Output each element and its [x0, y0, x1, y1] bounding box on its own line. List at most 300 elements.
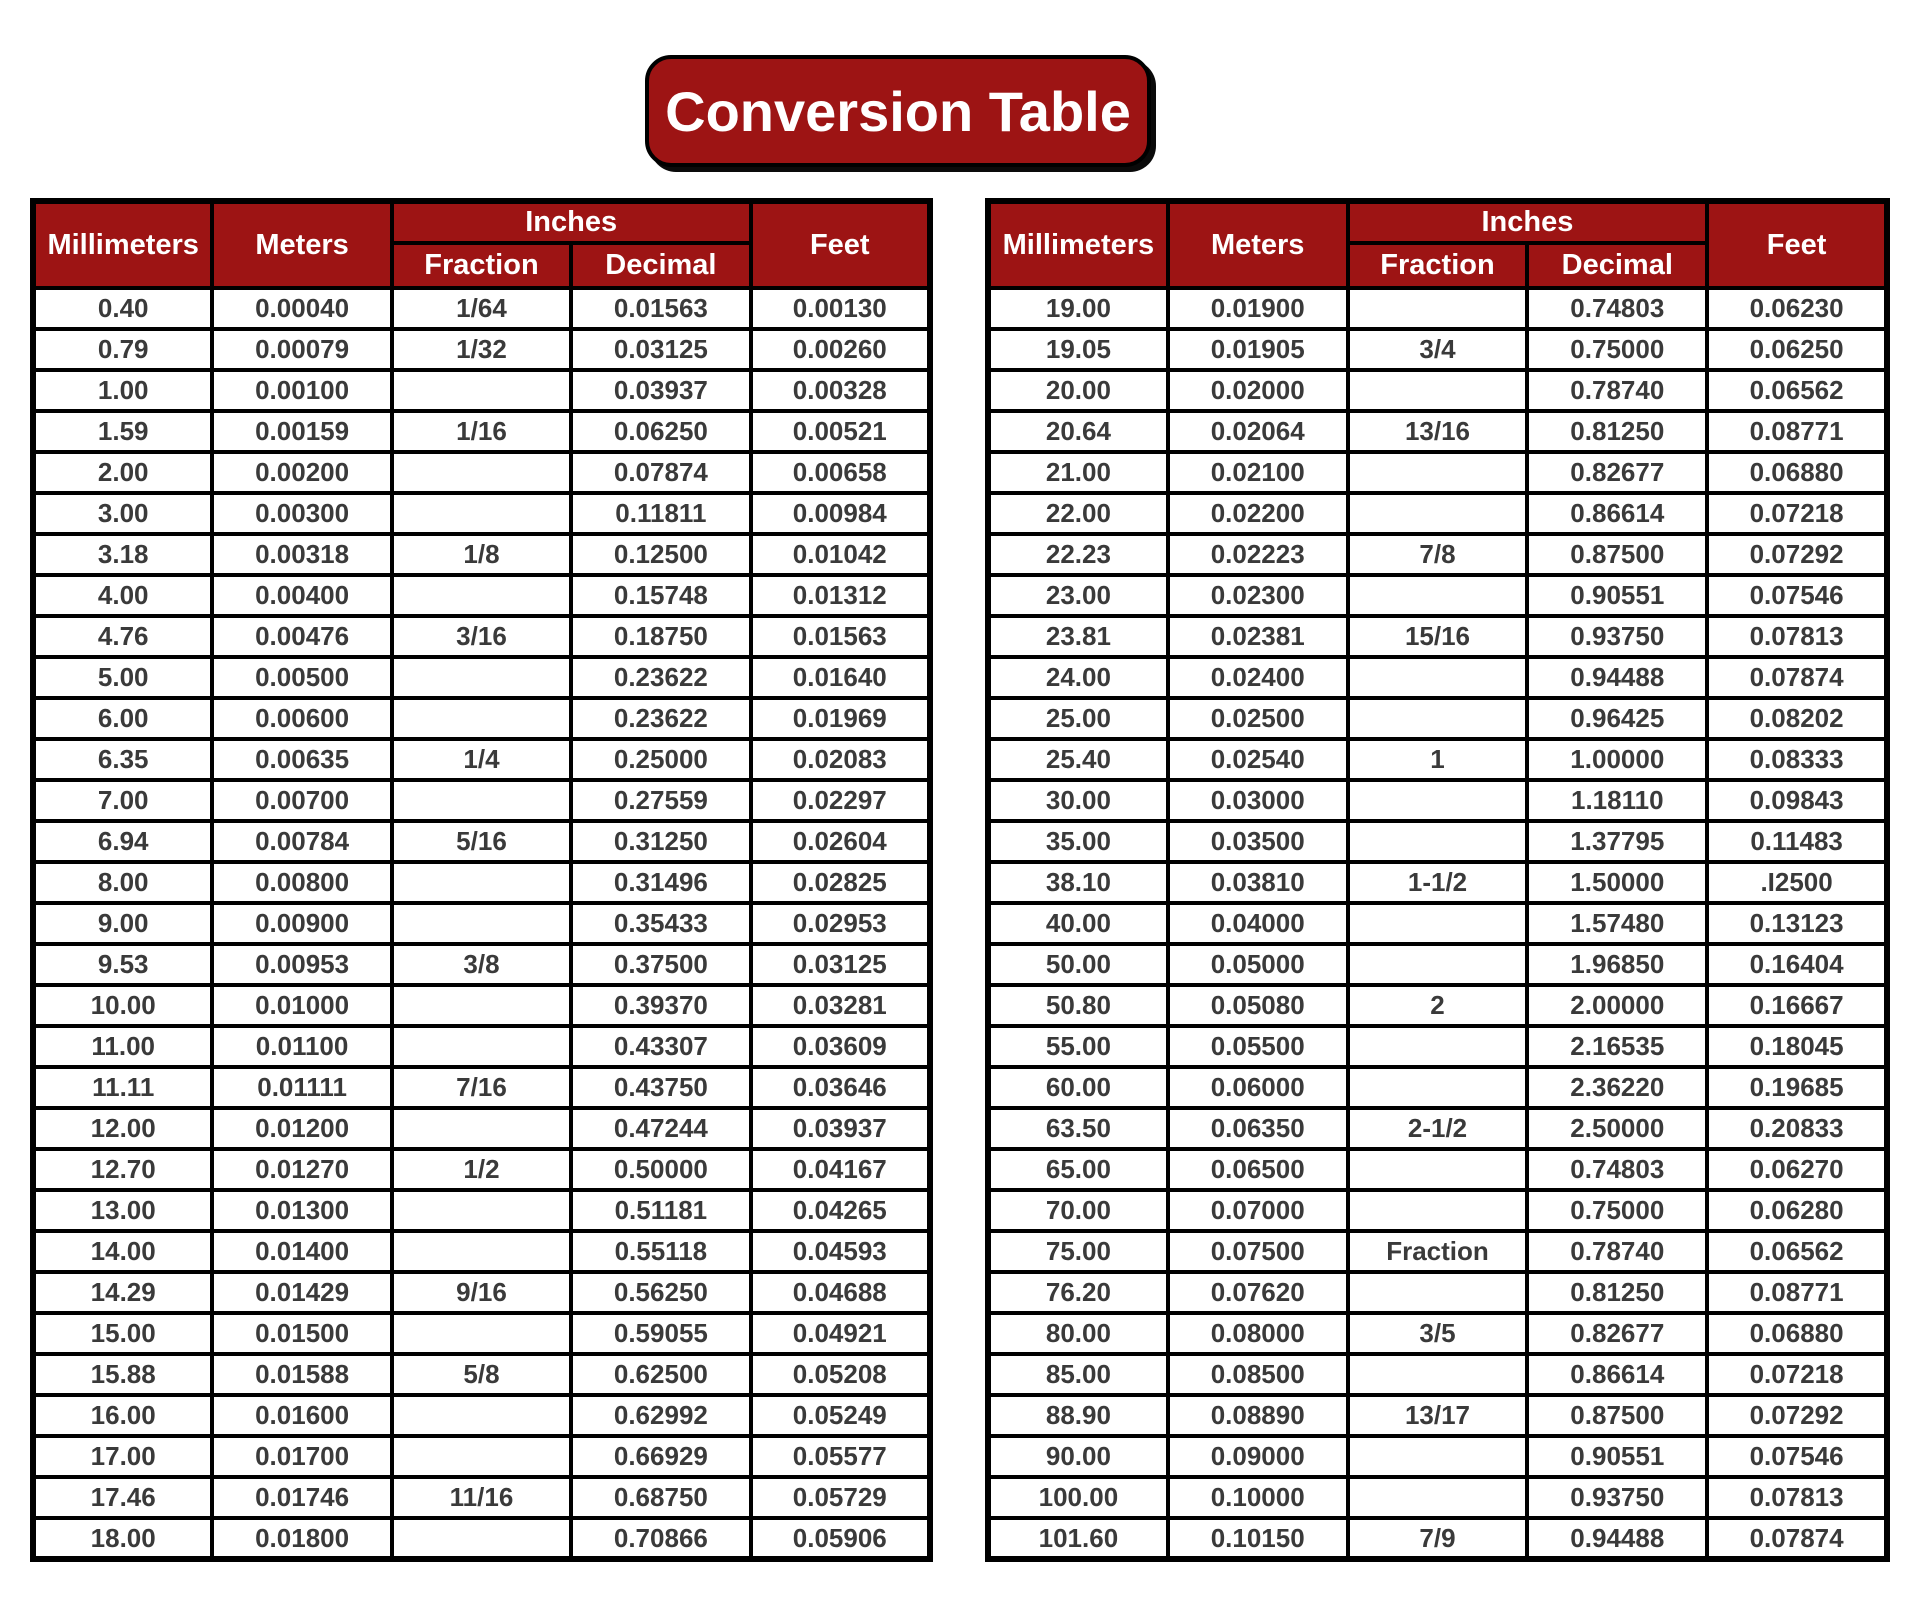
cell-meters: 0.00300: [212, 493, 391, 534]
cell-millimeters: 9.00: [33, 903, 212, 944]
cell-meters: 0.02381: [1168, 616, 1348, 657]
cell-feet: 0.06280: [1707, 1190, 1887, 1231]
table-row: [33, 862, 930, 903]
conversion-table-right: [985, 198, 1890, 1562]
table-row: [33, 1149, 930, 1190]
cell-feet: 0.02825: [751, 862, 930, 903]
header-feet: Feet: [1707, 201, 1887, 288]
cell-millimeters: 22.23: [988, 534, 1168, 575]
table-row: [988, 1231, 1887, 1272]
table-row: [988, 411, 1887, 452]
cell-feet: 0.07874: [1707, 657, 1887, 698]
cell-feet: 0.07292: [1707, 1395, 1887, 1436]
cell-fraction-inches: [1348, 657, 1528, 698]
table-row: [988, 1149, 1887, 1190]
table-row: [33, 1190, 930, 1231]
cell-fraction-inches: [1348, 780, 1528, 821]
cell-feet: 0.03646: [751, 1067, 930, 1108]
cell-millimeters: 25.00: [988, 698, 1168, 739]
cell-meters: 0.01700: [212, 1436, 391, 1477]
cell-decimal-inches: 0.39370: [571, 985, 750, 1026]
cell-fraction-inches: [1348, 370, 1528, 411]
cell-decimal-inches: 2.16535: [1527, 1026, 1707, 1067]
cell-millimeters: 7.00: [33, 780, 212, 821]
cell-decimal-inches: 0.82677: [1527, 1313, 1707, 1354]
cell-meters: 0.02500: [1168, 698, 1348, 739]
cell-millimeters: 50.80: [988, 985, 1168, 1026]
cell-feet: 0.05577: [751, 1436, 930, 1477]
table-row: [988, 1190, 1887, 1231]
cell-decimal-inches: 0.68750: [571, 1477, 750, 1518]
table-row: [33, 780, 930, 821]
cell-fraction-inches: 1/2: [392, 1149, 571, 1190]
table-body-right: [988, 288, 1887, 1559]
cell-millimeters: 16.00: [33, 1395, 212, 1436]
table-row: [988, 944, 1887, 985]
cell-fraction-inches: [392, 1313, 571, 1354]
cell-decimal-inches: 0.31250: [571, 821, 750, 862]
cell-decimal-inches: 0.23622: [571, 657, 750, 698]
cell-decimal-inches: 2.36220: [1527, 1067, 1707, 1108]
cell-meters: 0.00900: [212, 903, 391, 944]
cell-millimeters: 60.00: [988, 1067, 1168, 1108]
cell-meters: 0.00100: [212, 370, 391, 411]
table-row: [33, 1026, 930, 1067]
cell-decimal-inches: 0.62992: [571, 1395, 750, 1436]
table-row: [988, 1354, 1887, 1395]
cell-millimeters: 90.00: [988, 1436, 1168, 1477]
cell-meters: 0.02400: [1168, 657, 1348, 698]
table-row: [988, 534, 1887, 575]
cell-millimeters: 4.76: [33, 616, 212, 657]
cell-decimal-inches: 0.56250: [571, 1272, 750, 1313]
cell-meters: 0.04000: [1168, 903, 1348, 944]
cell-feet: 0.04593: [751, 1231, 930, 1272]
cell-meters: 0.09000: [1168, 1436, 1348, 1477]
table-row: [988, 1518, 1887, 1559]
cell-millimeters: 38.10: [988, 862, 1168, 903]
cell-millimeters: 6.00: [33, 698, 212, 739]
cell-decimal-inches: 0.78740: [1527, 1231, 1707, 1272]
cell-fraction-inches: [1348, 944, 1528, 985]
cell-meters: 0.01600: [212, 1395, 391, 1436]
cell-millimeters: 18.00: [33, 1518, 212, 1559]
cell-decimal-inches: 0.11811: [571, 493, 750, 534]
cell-decimal-inches: 1.96850: [1527, 944, 1707, 985]
cell-meters: 0.01400: [212, 1231, 391, 1272]
cell-fraction-inches: [1348, 1477, 1528, 1518]
cell-feet: 0.00328: [751, 370, 930, 411]
header-decimal: Decimal: [571, 243, 750, 288]
table-row: [33, 821, 930, 862]
cell-feet: 0.03125: [751, 944, 930, 985]
cell-feet: 0.00130: [751, 288, 930, 329]
cell-millimeters: 20.00: [988, 370, 1168, 411]
header-millimeters: Millimeters: [33, 201, 212, 288]
cell-feet: 0.03937: [751, 1108, 930, 1149]
cell-millimeters: 23.81: [988, 616, 1168, 657]
cell-fraction-inches: [392, 493, 571, 534]
cell-fraction-inches: 13/17: [1348, 1395, 1528, 1436]
cell-meters: 0.07500: [1168, 1231, 1348, 1272]
cell-feet: 0.00260: [751, 329, 930, 370]
cell-meters: 0.07620: [1168, 1272, 1348, 1313]
cell-decimal-inches: 0.31496: [571, 862, 750, 903]
cell-millimeters: 19.00: [988, 288, 1168, 329]
cell-feet: 0.04167: [751, 1149, 930, 1190]
cell-feet: 0.00521: [751, 411, 930, 452]
table-row: [988, 288, 1887, 329]
cell-feet: 0.03281: [751, 985, 930, 1026]
cell-decimal-inches: 1.37795: [1527, 821, 1707, 862]
cell-fraction-inches: 13/16: [1348, 411, 1528, 452]
cell-millimeters: 30.00: [988, 780, 1168, 821]
table-header-left: [33, 201, 930, 288]
cell-millimeters: 0.79: [33, 329, 212, 370]
cell-fraction-inches: [392, 1436, 571, 1477]
cell-decimal-inches: 1.57480: [1527, 903, 1707, 944]
cell-meters: 0.01000: [212, 985, 391, 1026]
cell-feet: 0.07813: [1707, 616, 1887, 657]
cell-decimal-inches: 1.50000: [1527, 862, 1707, 903]
table-row: [988, 329, 1887, 370]
table-row: [33, 1436, 930, 1477]
cell-decimal-inches: 0.03125: [571, 329, 750, 370]
cell-feet: 0.07813: [1707, 1477, 1887, 1518]
cell-decimal-inches: 0.25000: [571, 739, 750, 780]
table-row: [33, 452, 930, 493]
cell-meters: 0.00200: [212, 452, 391, 493]
cell-decimal-inches: 0.12500: [571, 534, 750, 575]
cell-decimal-inches: 0.86614: [1527, 493, 1707, 534]
cell-millimeters: 76.20: [988, 1272, 1168, 1313]
cell-millimeters: 12.00: [33, 1108, 212, 1149]
cell-decimal-inches: 0.93750: [1527, 1477, 1707, 1518]
table-row: [33, 1067, 930, 1108]
cell-feet: 0.11483: [1707, 821, 1887, 862]
table-row: [33, 698, 930, 739]
table-row: [33, 985, 930, 1026]
conversion-table-left: [30, 198, 933, 1562]
cell-millimeters: 63.50: [988, 1108, 1168, 1149]
cell-meters: 0.01800: [212, 1518, 391, 1559]
cell-decimal-inches: 0.62500: [571, 1354, 750, 1395]
cell-meters: 0.01429: [212, 1272, 391, 1313]
cell-decimal-inches: 0.75000: [1527, 1190, 1707, 1231]
cell-feet: 0.07546: [1707, 1436, 1887, 1477]
header-inches: Inches: [1348, 201, 1708, 243]
cell-millimeters: 101.60: [988, 1518, 1168, 1559]
cell-millimeters: 14.00: [33, 1231, 212, 1272]
table-row: [988, 739, 1887, 780]
cell-decimal-inches: 0.94488: [1527, 1518, 1707, 1559]
cell-decimal-inches: 0.59055: [571, 1313, 750, 1354]
cell-fraction-inches: [1348, 1026, 1528, 1067]
table-row: [33, 411, 930, 452]
cell-decimal-inches: 0.07874: [571, 452, 750, 493]
cell-millimeters: 6.94: [33, 821, 212, 862]
cell-meters: 0.08000: [1168, 1313, 1348, 1354]
cell-decimal-inches: 1.18110: [1527, 780, 1707, 821]
cell-decimal-inches: 1.00000: [1527, 739, 1707, 780]
cell-meters: 0.00784: [212, 821, 391, 862]
cell-meters: 0.06000: [1168, 1067, 1348, 1108]
cell-millimeters: 21.00: [988, 452, 1168, 493]
cell-fraction-inches: 11/16: [392, 1477, 571, 1518]
cell-feet: 0.08771: [1707, 1272, 1887, 1313]
table-row: [988, 903, 1887, 944]
table-row: [33, 739, 930, 780]
cell-decimal-inches: 0.90551: [1527, 575, 1707, 616]
cell-feet: 0.06880: [1707, 1313, 1887, 1354]
cell-fraction-inches: 9/16: [392, 1272, 571, 1313]
table-row: [33, 1518, 930, 1559]
table-row: [33, 1272, 930, 1313]
table-row: [33, 903, 930, 944]
cell-meters: 0.02100: [1168, 452, 1348, 493]
cell-meters: 0.06350: [1168, 1108, 1348, 1149]
table-row: [33, 370, 930, 411]
cell-decimal-inches: 0.50000: [571, 1149, 750, 1190]
cell-decimal-inches: 0.93750: [1527, 616, 1707, 657]
table-row: [988, 1272, 1887, 1313]
cell-feet: 0.05729: [751, 1477, 930, 1518]
cell-fraction-inches: 7/16: [392, 1067, 571, 1108]
cell-millimeters: 8.00: [33, 862, 212, 903]
cell-millimeters: 19.05: [988, 329, 1168, 370]
cell-feet: 0.09843: [1707, 780, 1887, 821]
cell-fraction-inches: Fraction: [1348, 1231, 1528, 1272]
cell-meters: 0.02200: [1168, 493, 1348, 534]
cell-fraction-inches: 2-1/2: [1348, 1108, 1528, 1149]
cell-fraction-inches: 7/9: [1348, 1518, 1528, 1559]
cell-meters: 0.00040: [212, 288, 391, 329]
table-row: [33, 657, 930, 698]
cell-fraction-inches: [392, 657, 571, 698]
table-row: [33, 944, 930, 985]
cell-fraction-inches: [392, 1190, 571, 1231]
cell-meters: 0.01200: [212, 1108, 391, 1149]
cell-fraction-inches: [392, 575, 571, 616]
cell-fraction-inches: [392, 903, 571, 944]
cell-feet: 0.02083: [751, 739, 930, 780]
table-row: [33, 1477, 930, 1518]
cell-decimal-inches: 0.37500: [571, 944, 750, 985]
cell-millimeters: 75.00: [988, 1231, 1168, 1272]
cell-meters: 0.02300: [1168, 575, 1348, 616]
header-feet: Feet: [751, 201, 930, 288]
cell-feet: 0.05249: [751, 1395, 930, 1436]
cell-millimeters: 15.88: [33, 1354, 212, 1395]
cell-millimeters: 11.11: [33, 1067, 212, 1108]
cell-feet: .I2500: [1707, 862, 1887, 903]
cell-feet: 0.07218: [1707, 493, 1887, 534]
table-row: [988, 821, 1887, 862]
cell-feet: 0.06562: [1707, 1231, 1887, 1272]
cell-fraction-inches: 3/16: [392, 616, 571, 657]
cell-decimal-inches: 0.87500: [1527, 534, 1707, 575]
cell-fraction-inches: [392, 985, 571, 1026]
cell-meters: 0.02223: [1168, 534, 1348, 575]
table-row: [33, 329, 930, 370]
cell-meters: 0.01111: [212, 1067, 391, 1108]
table-row: [988, 862, 1887, 903]
cell-fraction-inches: [1348, 698, 1528, 739]
cell-meters: 0.01500: [212, 1313, 391, 1354]
cell-millimeters: 14.29: [33, 1272, 212, 1313]
cell-fraction-inches: 3/8: [392, 944, 571, 985]
table-row: [988, 657, 1887, 698]
header-inches: Inches: [392, 201, 751, 243]
cell-decimal-inches: 0.06250: [571, 411, 750, 452]
cell-feet: 0.01640: [751, 657, 930, 698]
cell-meters: 0.00476: [212, 616, 391, 657]
table-body-left: [33, 288, 930, 1559]
header-fraction: Fraction: [1348, 243, 1528, 288]
cell-meters: 0.01588: [212, 1354, 391, 1395]
cell-millimeters: 80.00: [988, 1313, 1168, 1354]
cell-fraction-inches: 2: [1348, 985, 1528, 1026]
cell-decimal-inches: 0.94488: [1527, 657, 1707, 698]
table-row: [33, 493, 930, 534]
cell-feet: 0.06562: [1707, 370, 1887, 411]
cell-feet: 0.08202: [1707, 698, 1887, 739]
table-row: [988, 1436, 1887, 1477]
cell-decimal-inches: 0.70866: [571, 1518, 750, 1559]
cell-feet: 0.19685: [1707, 1067, 1887, 1108]
table-row: [988, 698, 1887, 739]
cell-feet: 0.07546: [1707, 575, 1887, 616]
cell-meters: 0.00700: [212, 780, 391, 821]
cell-decimal-inches: 0.18750: [571, 616, 750, 657]
cell-millimeters: 10.00: [33, 985, 212, 1026]
cell-feet: 0.04688: [751, 1272, 930, 1313]
cell-feet: 0.07292: [1707, 534, 1887, 575]
cell-fraction-inches: 1/32: [392, 329, 571, 370]
table-row: [988, 493, 1887, 534]
cell-millimeters: 6.35: [33, 739, 212, 780]
cell-millimeters: 40.00: [988, 903, 1168, 944]
cell-feet: 0.00984: [751, 493, 930, 534]
cell-millimeters: 3.00: [33, 493, 212, 534]
header-fraction: Fraction: [392, 243, 571, 288]
cell-feet: 0.01042: [751, 534, 930, 575]
cell-millimeters: 17.00: [33, 1436, 212, 1477]
cell-meters: 0.07000: [1168, 1190, 1348, 1231]
cell-fraction-inches: 1: [1348, 739, 1528, 780]
table-row: [988, 1395, 1887, 1436]
cell-feet: 0.07218: [1707, 1354, 1887, 1395]
table-row: [33, 1313, 930, 1354]
cell-feet: 0.00658: [751, 452, 930, 493]
cell-meters: 0.02000: [1168, 370, 1348, 411]
cell-decimal-inches: 0.74803: [1527, 288, 1707, 329]
cell-meters: 0.05000: [1168, 944, 1348, 985]
cell-fraction-inches: [392, 1231, 571, 1272]
cell-fraction-inches: 1-1/2: [1348, 862, 1528, 903]
cell-millimeters: 88.90: [988, 1395, 1168, 1436]
cell-millimeters: 17.46: [33, 1477, 212, 1518]
cell-fraction-inches: 5/8: [392, 1354, 571, 1395]
table-row: [988, 1313, 1887, 1354]
cell-millimeters: 5.00: [33, 657, 212, 698]
cell-meters: 0.05080: [1168, 985, 1348, 1026]
cell-feet: 0.20833: [1707, 1108, 1887, 1149]
cell-fraction-inches: 5/16: [392, 821, 571, 862]
cell-decimal-inches: 0.82677: [1527, 452, 1707, 493]
cell-decimal-inches: 0.55118: [571, 1231, 750, 1272]
cell-meters: 0.00400: [212, 575, 391, 616]
cell-meters: 0.10000: [1168, 1477, 1348, 1518]
cell-fraction-inches: [392, 862, 571, 903]
table-row: [33, 575, 930, 616]
table-row: [33, 534, 930, 575]
page-title: Conversion Table: [665, 79, 1131, 143]
cell-fraction-inches: 1/4: [392, 739, 571, 780]
table-row: [33, 1108, 930, 1149]
cell-feet: 0.05208: [751, 1354, 930, 1395]
cell-fraction-inches: 1/8: [392, 534, 571, 575]
cell-fraction-inches: 1/16: [392, 411, 571, 452]
cell-meters: 0.01746: [212, 1477, 391, 1518]
cell-meters: 0.03810: [1168, 862, 1348, 903]
cell-decimal-inches: 2.50000: [1527, 1108, 1707, 1149]
cell-feet: 0.18045: [1707, 1026, 1887, 1067]
cell-decimal-inches: 2.00000: [1527, 985, 1707, 1026]
cell-feet: 0.06270: [1707, 1149, 1887, 1190]
cell-fraction-inches: [392, 370, 571, 411]
cell-meters: 0.06500: [1168, 1149, 1348, 1190]
header-decimal: Decimal: [1527, 243, 1707, 288]
cell-feet: 0.01969: [751, 698, 930, 739]
cell-fraction-inches: [1348, 1190, 1528, 1231]
cell-decimal-inches: 0.75000: [1527, 329, 1707, 370]
table-header-right: [988, 201, 1887, 288]
cell-fraction-inches: [1348, 452, 1528, 493]
cell-meters: 0.08500: [1168, 1354, 1348, 1395]
cell-decimal-inches: 0.74803: [1527, 1149, 1707, 1190]
cell-meters: 0.00600: [212, 698, 391, 739]
cell-millimeters: 4.00: [33, 575, 212, 616]
cell-meters: 0.05500: [1168, 1026, 1348, 1067]
cell-decimal-inches: 0.81250: [1527, 411, 1707, 452]
table-row: [33, 1395, 930, 1436]
cell-fraction-inches: 3/5: [1348, 1313, 1528, 1354]
cell-millimeters: 1.00: [33, 370, 212, 411]
cell-meters: 0.03000: [1168, 780, 1348, 821]
cell-meters: 0.00079: [212, 329, 391, 370]
cell-decimal-inches: 0.43750: [571, 1067, 750, 1108]
table-row: [33, 1231, 930, 1272]
table-row: [988, 370, 1887, 411]
cell-meters: 0.01900: [1168, 288, 1348, 329]
cell-meters: 0.00159: [212, 411, 391, 452]
cell-fraction-inches: 1/64: [392, 288, 571, 329]
cell-millimeters: 2.00: [33, 452, 212, 493]
cell-feet: 0.04265: [751, 1190, 930, 1231]
cell-feet: 0.16667: [1707, 985, 1887, 1026]
cell-feet: 0.06230: [1707, 288, 1887, 329]
cell-millimeters: 3.18: [33, 534, 212, 575]
cell-millimeters: 50.00: [988, 944, 1168, 985]
header-meters: Meters: [212, 201, 391, 288]
cell-feet: 0.06250: [1707, 329, 1887, 370]
cell-fraction-inches: [1348, 288, 1528, 329]
table-row: [33, 1354, 930, 1395]
cell-millimeters: 100.00: [988, 1477, 1168, 1518]
cell-decimal-inches: 0.78740: [1527, 370, 1707, 411]
cell-decimal-inches: 0.03937: [571, 370, 750, 411]
